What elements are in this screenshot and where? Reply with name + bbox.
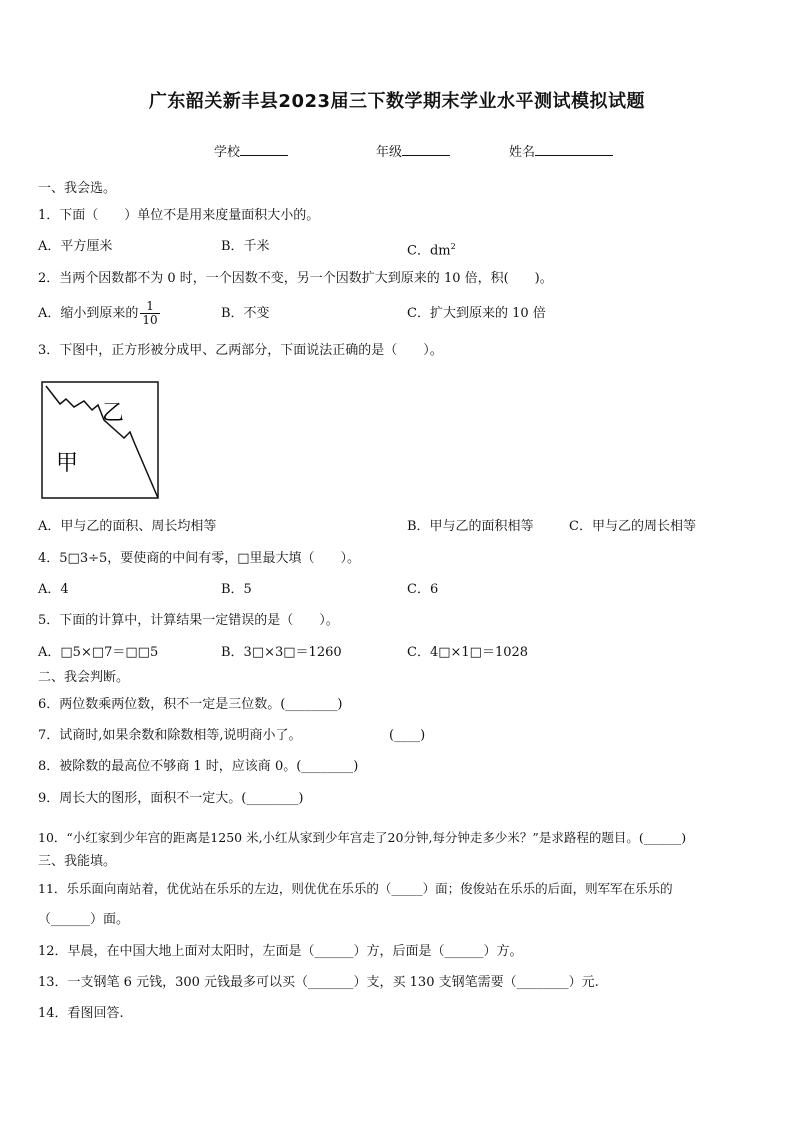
q1-option-b[interactable]: B．千米 <box>221 239 270 254</box>
question-1-stem: 1．下面（ ）单位不是用来度量面积大小的。 <box>38 208 320 223</box>
grade-label: 年级 <box>376 145 403 160</box>
q5-option-b[interactable]: B．3□×3□＝1260 <box>221 645 342 660</box>
q1-option-c-superscript: 2 <box>450 242 456 251</box>
question-14: 14．看图回答. <box>38 1006 124 1021</box>
square-outline <box>42 382 158 498</box>
q5-option-a[interactable]: A．□5×□7＝□□5 <box>38 645 159 660</box>
question-8: 8．被除数的最高位不够商 1 时，应该商 0。(________) <box>38 759 359 774</box>
section-heading-choice: 一、我会选。 <box>38 181 117 196</box>
fraction-denominator: 10 <box>142 313 158 327</box>
name-blank[interactable] <box>535 143 613 156</box>
q2-option-a-text: A．缩小到原来的 <box>38 306 139 321</box>
question-4-stem: 4．5□3÷5，要使商的中间有零，□里最大填（ ）。 <box>38 551 361 566</box>
school-blank[interactable] <box>240 143 288 156</box>
grade-blank[interactable] <box>402 143 450 156</box>
question-7-blank[interactable]: (____) <box>389 728 426 743</box>
q3-option-c[interactable]: C．甲与乙的周长相等 <box>569 519 696 534</box>
grade-field[interactable] <box>376 141 450 160</box>
label-yi: 乙 <box>102 401 125 426</box>
q2-option-a[interactable] <box>38 297 160 331</box>
fraction-numerator: 1 <box>140 300 159 314</box>
question-13: 13．一支钢笔 6 元钱，300 元钱最多可以买（_______）支，买 130 支钢笔需要（________）元. <box>38 975 599 990</box>
section-heading-fill: 三、我能填。 <box>38 854 117 869</box>
q4-option-a[interactable]: A．4 <box>38 582 69 597</box>
question-7: 7．试商时,如果余数和除数相等,说明商小了。 <box>38 728 302 743</box>
question-6: 6．两位数乘两位数，积不一定是三位数。(________) <box>38 697 343 712</box>
square-divided-figure <box>40 380 160 500</box>
q5-option-c[interactable]: C．4□×1□＝1028 <box>407 645 529 660</box>
section-heading-judge: 二、我会判断。 <box>38 670 130 685</box>
question-9: 9．周长大的图形，面积不一定大。(________) <box>38 791 304 806</box>
question-10: 10．“小红家到少年宫的距离是1250 米,小红从家到少年宫走了20分钟,每分钟走多少米？”是求路程的题目。(______) <box>38 830 687 845</box>
q1-option-c[interactable] <box>407 238 456 260</box>
q3-option-a[interactable]: A．甲与乙的面积、周长均相等 <box>38 519 217 534</box>
name-field[interactable] <box>509 141 613 160</box>
school-label: 学校 <box>214 145 241 160</box>
q4-option-b[interactable]: B．5 <box>221 582 252 597</box>
question-11-line1: 11．乐乐面向南站着，优优站在乐乐的左边，则优优在乐乐的（_____）面；俊俊站在乐乐的后面，则军军在乐乐的 <box>38 881 673 896</box>
q1-option-c-text: C．dm <box>407 243 451 259</box>
q2-option-b[interactable]: B．不变 <box>221 306 270 321</box>
question-3-stem: 3．下图中，正方形被分成甲、乙两部分，下面说法正确的是（ ）。 <box>38 343 443 358</box>
fraction-one-tenth <box>140 300 159 327</box>
name-label: 姓名 <box>509 145 536 160</box>
question-12: 12．早晨，在中国大地上面对太阳时，左面是（______）方，后面是（______）方。 <box>38 944 523 959</box>
q4-option-c[interactable]: C．6 <box>407 582 439 597</box>
question-11-line2: （______）面。 <box>38 912 130 927</box>
page-title: 广东韶关新丰县2023届三下数学期末学业水平测试模拟试题 <box>148 91 646 112</box>
q3-option-b[interactable]: B．甲与乙的面积相等 <box>407 519 534 534</box>
question-5-stem: 5．下面的计算中，计算结果一定错误的是（ ）。 <box>38 613 339 628</box>
q2-option-c[interactable]: C．扩大到原来的 10 倍 <box>407 306 546 321</box>
q1-option-a[interactable]: A．平方厘米 <box>38 239 113 254</box>
question-2-stem: 2．当两个因数都不为 0 时，一个因数不变，另一个因数扩大到原来的 10 倍，积( )。 <box>38 271 553 286</box>
school-field[interactable] <box>214 141 288 160</box>
label-jia: 甲 <box>56 451 79 476</box>
